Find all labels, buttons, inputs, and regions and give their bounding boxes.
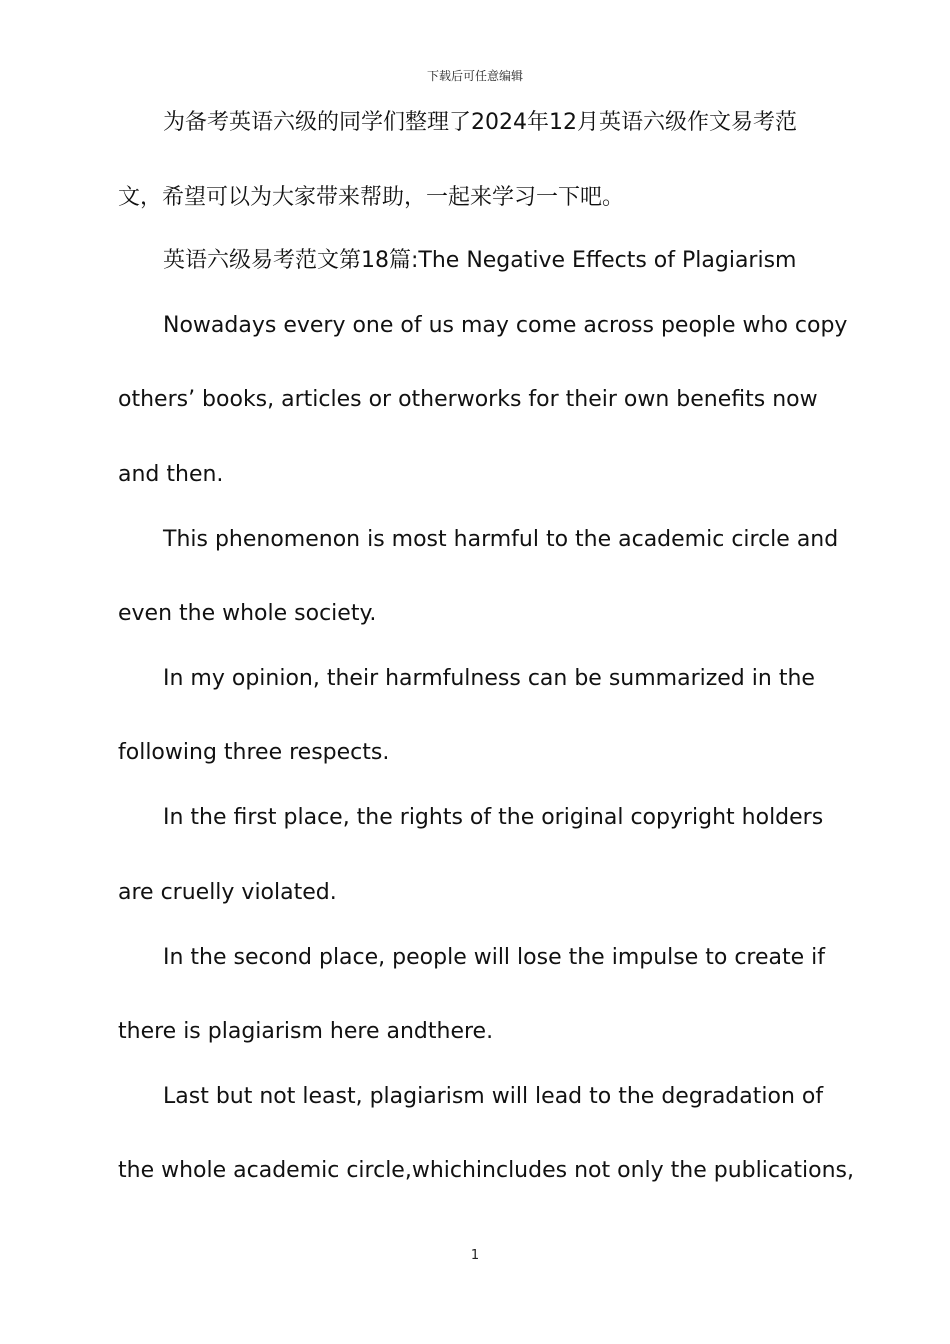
paragraph-5-line-1: In the second place, people will lose the impulse to create if [163,945,826,970]
page-header-note: 下载后可任意编辑 [426,69,523,83]
paragraph-2-line-2: even the whole society. [118,601,377,626]
paragraph-4-line-2: are cruelly violated. [118,880,337,905]
intro-line-1: 为备考英语六级的同学们整理了2024年12月英语六级作文易考范 [163,110,797,135]
paragraph-1-line-2: others’ books, articles or otherworks for their own benefits now [118,387,818,412]
paragraph-6-line-2: the whole academic circle,whichincludes not only the publications, [118,1158,855,1183]
paragraph-4-line-1: In the first place, the rights of the original copyright holders [163,805,824,830]
paragraph-6-line-1: Last but not least, plagiarism will lead to the degradation of [163,1084,824,1109]
essay-title: 英语六级易考范文第18篇:The Negative Effects of Plagiarism [163,248,797,273]
paragraph-3-line-2: following three respects. [118,740,390,765]
paragraph-5-line-2: there is plagiarism here andthere. [118,1019,494,1044]
page-number: 1 [470,1248,480,1263]
paragraph-1-line-3: and then. [118,462,224,487]
paragraph-1-line-1: Nowadays every one of us may come across people who copy [163,313,848,338]
paragraph-3-line-1: In my opinion, their harmfulness can be summarized in the [163,666,815,691]
intro-line-2: 文，希望可以为大家带来帮助，一起来学习一下吧。 [118,185,625,210]
paragraph-2-line-1: This phenomenon is most harmful to the academic circle and [163,527,839,552]
